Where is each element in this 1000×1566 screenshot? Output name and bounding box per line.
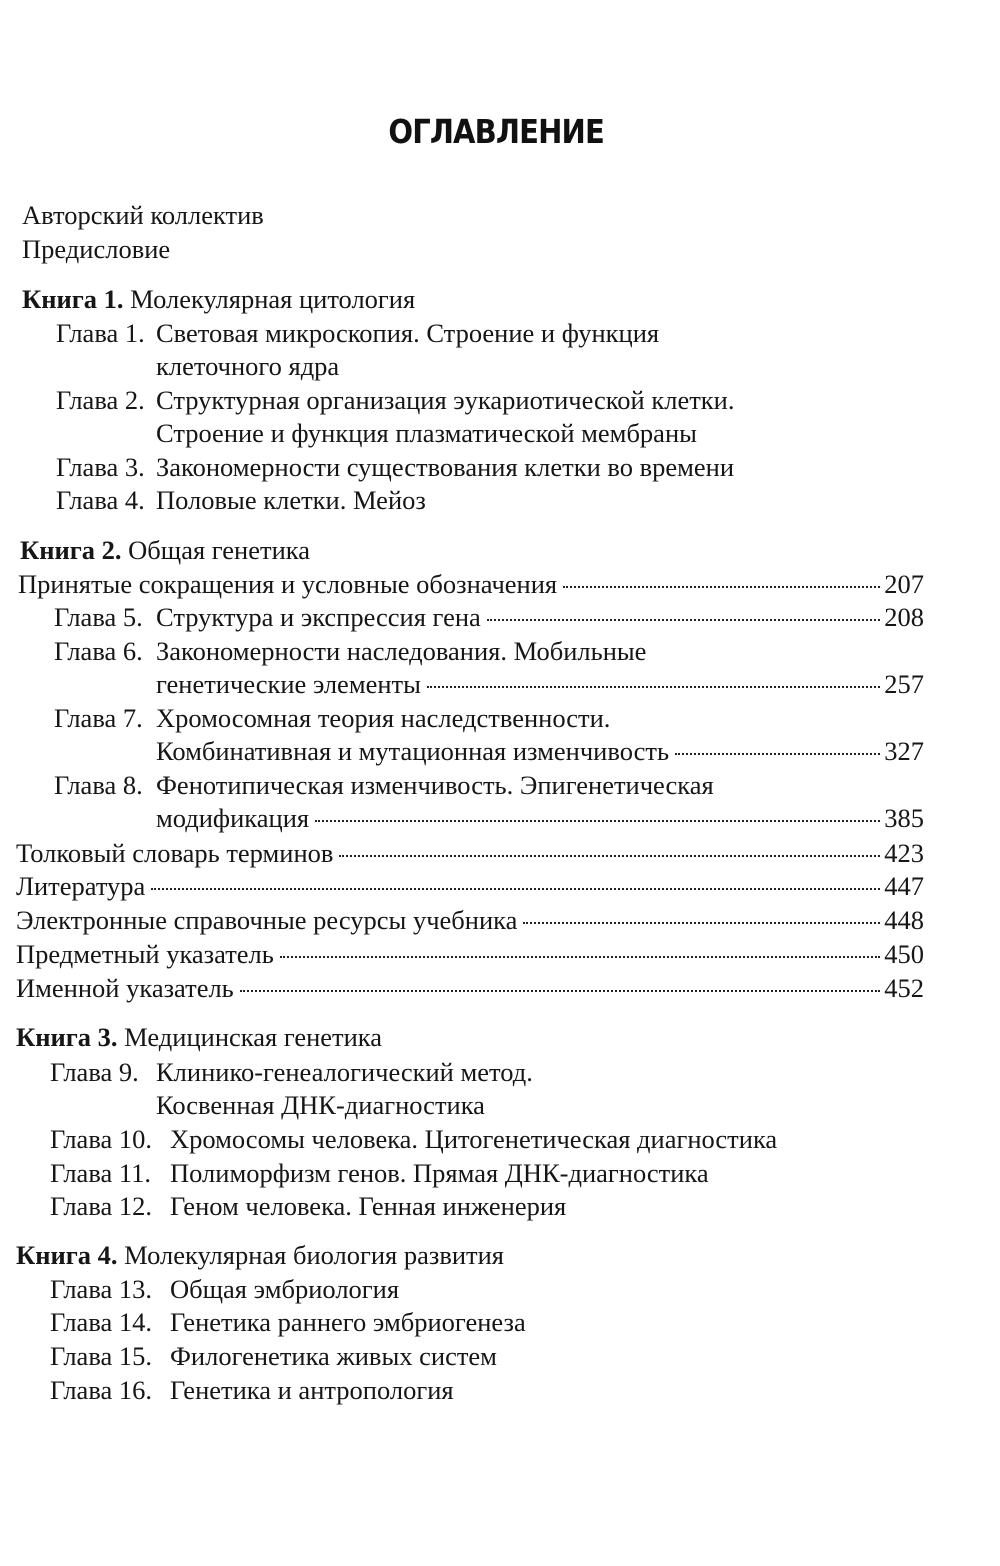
toc-entry-abbreviations [18, 568, 924, 600]
entry-title: Именной указатель [16, 973, 234, 1003]
book-number: Книга 4. [16, 1240, 118, 1270]
entry-title: Литература [16, 871, 146, 901]
entry-title: Принятые сокращения и условные обозначения [18, 569, 558, 599]
entry-title: Толковый словарь терминов [16, 838, 334, 868]
chapter-number: Глава 10. [50, 1124, 152, 1154]
chapter-number: Глава 7. [54, 703, 143, 733]
chapter-entry [156, 668, 924, 700]
toc-entry-literature [16, 870, 924, 902]
page-number: 385 [884, 803, 924, 833]
chapter-title: Хромосомы человека. Цитогенетическая диагностика [170, 1124, 778, 1154]
chapter-number: Глава 11. [50, 1158, 152, 1188]
chapter-number: Глава 9. [50, 1057, 139, 1087]
chapter-title: Световая микроскопия. Строение и функция [156, 318, 660, 348]
dot-leader [523, 922, 880, 924]
book-number: Книга 2. [20, 535, 122, 565]
chapter-title: Структура и экспрессия гена [156, 602, 481, 632]
page-number: 423 [884, 838, 924, 868]
dot-leader [240, 990, 880, 992]
book-title: Молекулярная цитология [130, 284, 416, 314]
chapter-title: Фенотипическая изменчивость. Эпигенетическая [156, 770, 714, 800]
book-number: Книга 1. [22, 284, 124, 314]
page-number: 327 [884, 736, 924, 766]
page-number: 207 [884, 569, 924, 599]
chapter-title: Генетика раннего эмбриогенеза [170, 1307, 526, 1337]
book-heading [16, 1239, 504, 1271]
chapter-number: Глава 8. [54, 770, 143, 800]
chapter-title: Клинико-генеалогический метод. [156, 1057, 533, 1087]
chapter-number: Глава 3. [56, 452, 145, 482]
dot-leader [151, 888, 880, 890]
page-number: 452 [884, 973, 924, 1003]
chapter-number: Глава 14. [50, 1307, 152, 1337]
chapter-entry [156, 802, 924, 834]
dot-leader [339, 855, 880, 857]
dot-leader [427, 686, 880, 688]
chapter-number: Глава 1. [56, 318, 145, 348]
book-heading [20, 534, 310, 566]
book-heading [16, 1021, 382, 1053]
chapter-title: клеточного ядра [156, 351, 340, 381]
chapter-number: Глава 13. [50, 1274, 152, 1304]
dot-leader [563, 586, 880, 588]
chapter-title: Полиморфизм генов. Прямая ДНК-диагностика [170, 1158, 709, 1188]
page-number: 257 [884, 669, 924, 699]
dot-leader [315, 820, 880, 822]
chapter-number: Глава 6. [54, 636, 143, 666]
chapter-title: Структурная организация эукариотической клетки. [156, 385, 735, 415]
page-number: 450 [884, 939, 924, 969]
dot-leader [675, 753, 880, 755]
page-number: 447 [884, 871, 924, 901]
toc-entry-subject-index [16, 938, 924, 970]
toc-entry-authors: Авторский коллектив [22, 200, 264, 230]
chapter-entry [156, 601, 924, 633]
toc-entry-preface: Предисловие [22, 234, 171, 264]
chapter-number: Глава 12. [50, 1191, 152, 1221]
book-title: Медицинская генетика [124, 1022, 383, 1052]
dot-leader [280, 956, 880, 958]
chapter-title: Филогенетика живых систем [170, 1341, 497, 1371]
toc-entry-glossary [16, 837, 924, 869]
chapter-number: Глава 15. [50, 1341, 152, 1371]
chapter-number: Глава 16. [50, 1375, 152, 1405]
toc-entry-name-index [16, 972, 924, 1004]
chapter-title: Половые клетки. Мейоз [156, 485, 426, 515]
page-number: 208 [884, 602, 924, 632]
chapter-title: Общая эмбриология [170, 1274, 400, 1304]
chapter-number: Глава 5. [54, 602, 143, 632]
chapter-title: Генетика и антропология [170, 1375, 454, 1405]
chapter-title: модификация [156, 803, 310, 833]
chapter-title: Косвенная ДНК-диагностика [156, 1090, 485, 1120]
chapter-number: Глава 4. [56, 485, 145, 515]
chapter-title: Закономерности существования клетки во времени [156, 452, 735, 482]
chapter-title: Хромосомная теория наследственности. [156, 703, 611, 733]
chapter-title: Геном человека. Генная инженерия [170, 1191, 567, 1221]
dot-leader [487, 619, 880, 621]
chapter-title: Закономерности наследования. Мобильные [156, 636, 647, 666]
toc-entry-e-resources [16, 904, 924, 936]
book-title: Общая генетика [128, 535, 310, 565]
book-title: Молекулярная биология развития [124, 1240, 504, 1270]
book-heading [22, 283, 415, 315]
chapter-title: Строение и функция плазматической мембраны [156, 418, 697, 448]
page-title: ОГЛАВЛЕНИЕ [388, 112, 604, 151]
chapter-title: генетические элементы [156, 669, 421, 699]
entry-title: Предметный указатель [16, 939, 274, 969]
entry-title: Электронные справочные ресурсы учебника [16, 905, 518, 935]
page-number: 448 [884, 905, 924, 935]
chapter-number: Глава 2. [56, 385, 145, 415]
chapter-entry [156, 735, 924, 767]
chapter-title: Комбинативная и мутационная изменчивость [156, 736, 670, 766]
book-number: Книга 3. [16, 1022, 118, 1052]
